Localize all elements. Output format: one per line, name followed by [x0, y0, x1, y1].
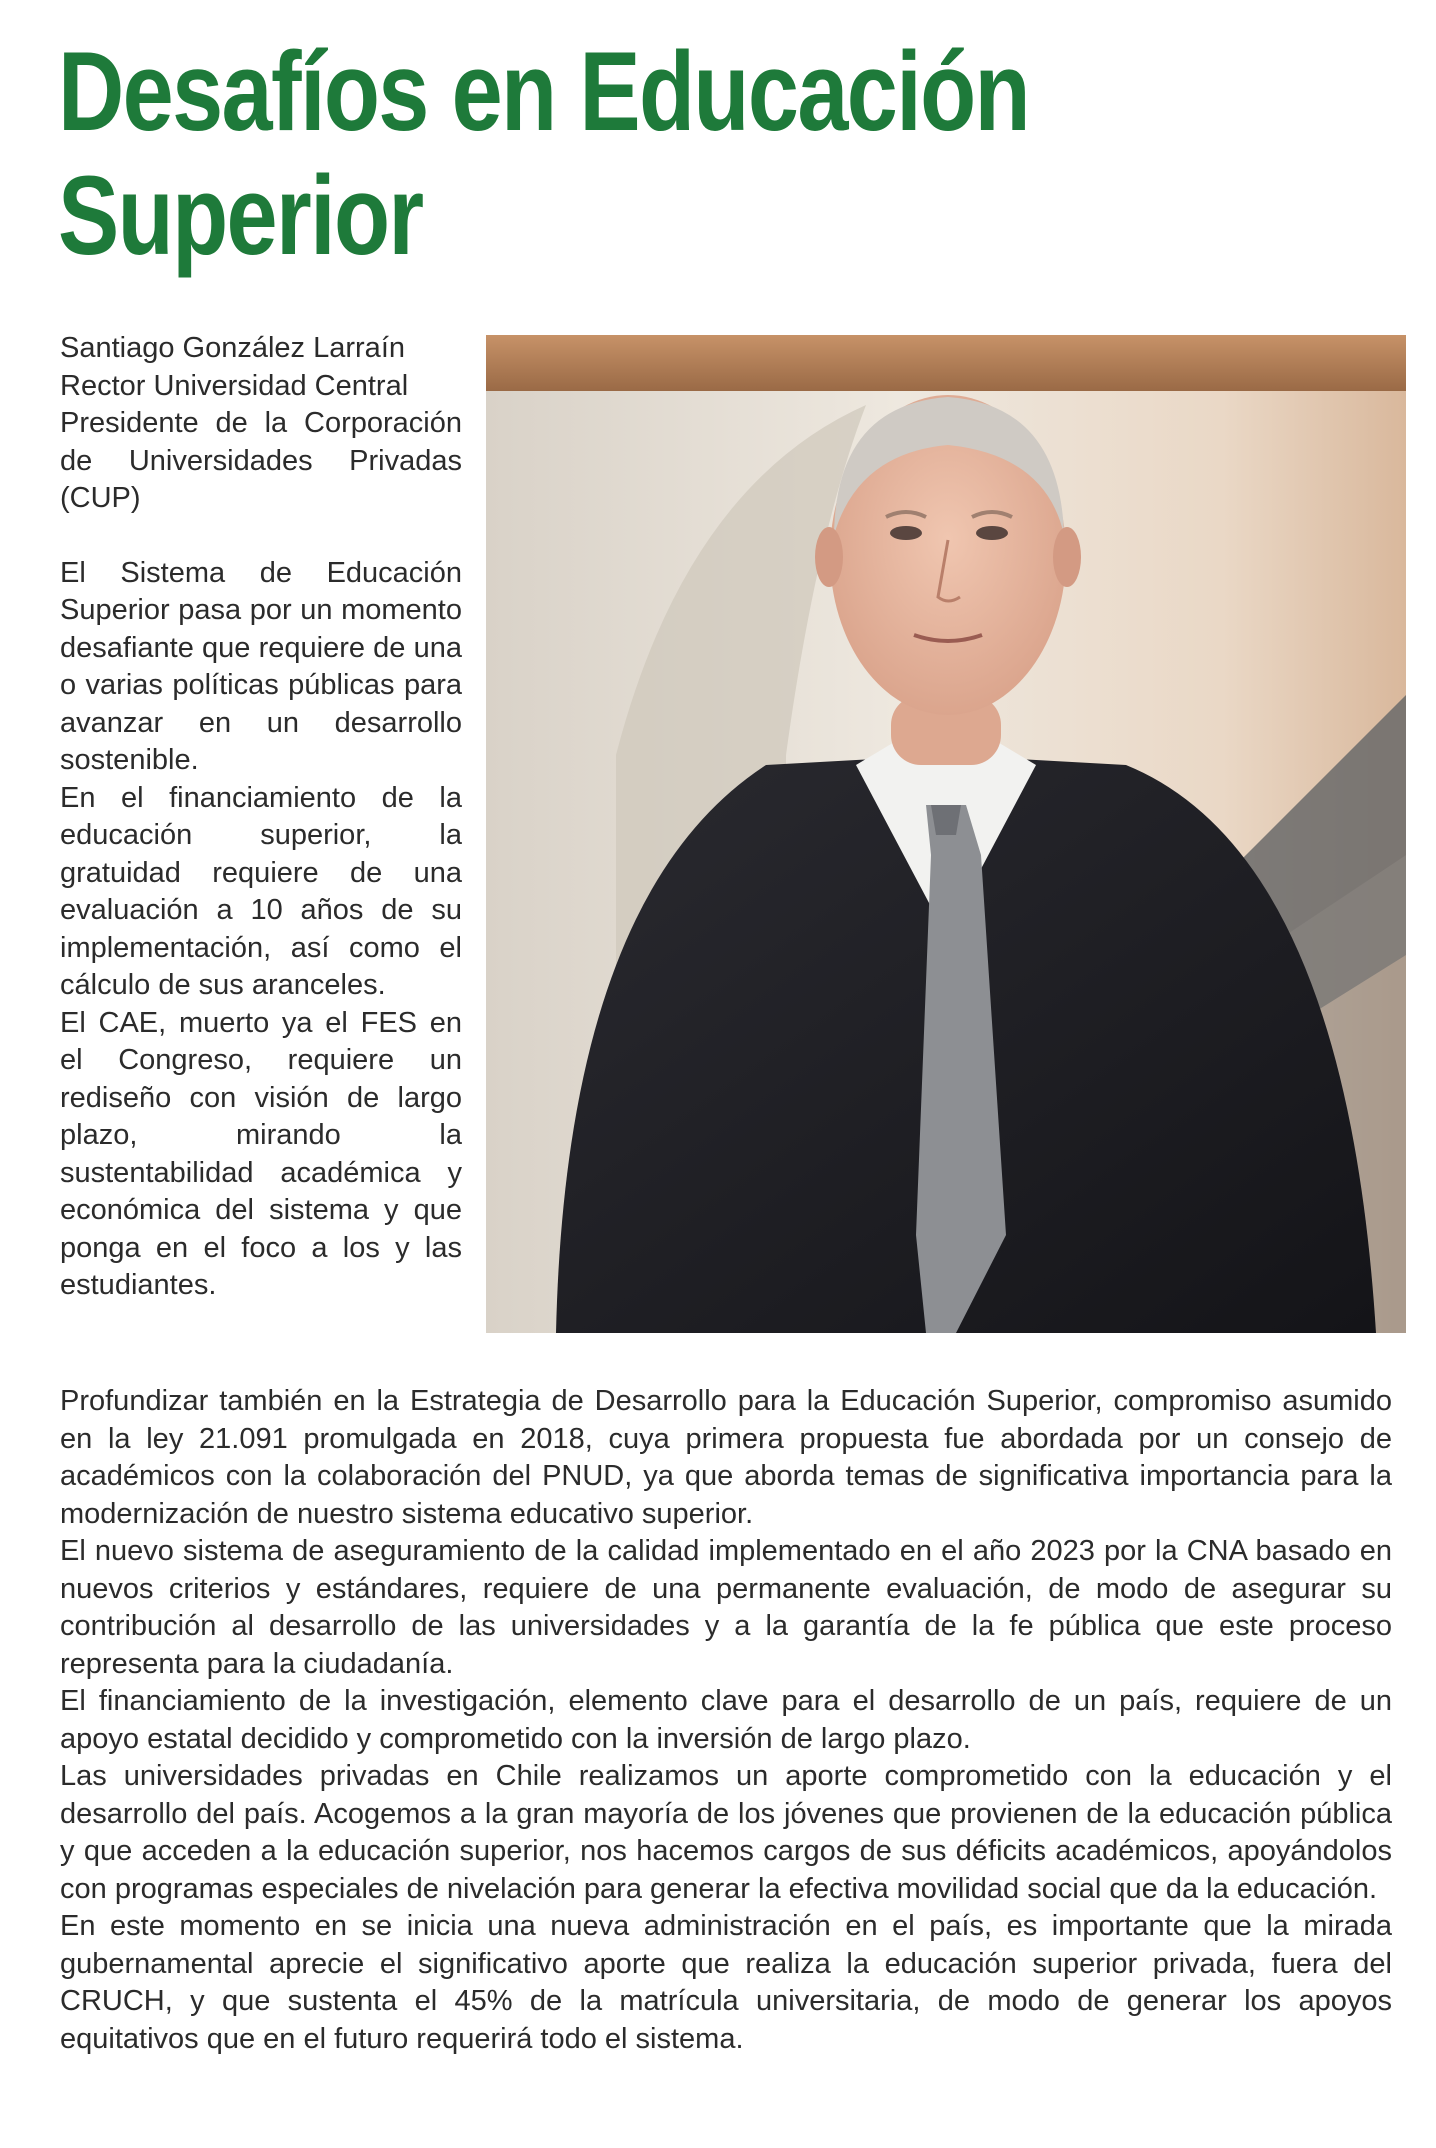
paragraph-5: El financiamiento de la investigación, elemento clave para el desarrollo de un país, requiere de un apoyo estatal decidido y comprometido con la inversión de largo plazo. [60, 1685, 1392, 1755]
author-name: Santiago González Larraín [60, 332, 405, 364]
paragraph-3-start: El CAE, muerto ya el FES en el Congreso, requiere un rediseño con visión de largo plazo, mirando la sustentabilidad académica y económica del sistema y que ponga en el foco a los y las estudiantes. [60, 1006, 462, 1301]
article-title-line-1: Desafíos en Educación [58, 29, 1030, 154]
full-width-text-column [60, 1383, 1392, 2058]
article-title-line-2: Superior [58, 153, 423, 278]
paragraph-7: En este momento en se inicia una nueva administración en el país, es importante que la mirada gubernamental aprecie el significativo aporte que realiza la educación superior privada, fuera del CRUCH, y que sustenta el 45% de la matrícula universitaria, de modo de generar los apoyos equitativos que en el futuro requerirá todo el sistema. [60, 1910, 1392, 2055]
author-role-rector: Rector Universidad Central [60, 369, 409, 402]
paragraph-3-continued: Profundizar también en la Estrategia de Desarrollo para la Educación Superior, compromiso asumido en la ley 21.091 promulgada en 2018, cuya primera propuesta fue abordada por un consejo de académicos con la colaboración del PNUD, ya que aborda temas de significativa importancia para la modernización de nuestro sistema educativo superior. [60, 1385, 1392, 1530]
sidebar-text-column [60, 330, 462, 1305]
paragraph-6: Las universidades privadas en Chile realizamos un aporte comprometido con la educación y el desarrollo del país. Acogemos a la gran mayoría de los jóvenes que provienen de la educación pública y que acceden a la educación superior, nos hacemos cargos de sus déficits académicos, apoyándolos con programas especiales de nivelación para generar la efectiva movilidad social que da la educación. [60, 1760, 1392, 1905]
author-role-president: Presidente de la Corporación de Universidades Privadas (CUP) [60, 407, 462, 514]
portrait-photo [486, 335, 1406, 1333]
byline [60, 330, 462, 518]
paragraph-2: En el financiamiento de la educación superior, la gratuidad requiere de una evaluación a 10 años de su implementación, así como el cálculo de sus aranceles. [60, 781, 462, 1001]
article-title [58, 30, 1124, 278]
paragraph-4: El nuevo sistema de aseguramiento de la calidad implementado en el año 2023 por la CNA basado en nuevos criterios y estándares, requiere de una permanente evaluación, de modo de asegurar su contribución al desarrollo de las universidades y a la garantía de la fe pública que este proceso representa para la ciudadanía. [60, 1535, 1392, 1680]
paragraph-1: El Sistema de Educación Superior pasa por un momento desafiante que requiere de una o varias políticas públicas para avanzar en un desarrollo sostenible. [60, 556, 462, 776]
